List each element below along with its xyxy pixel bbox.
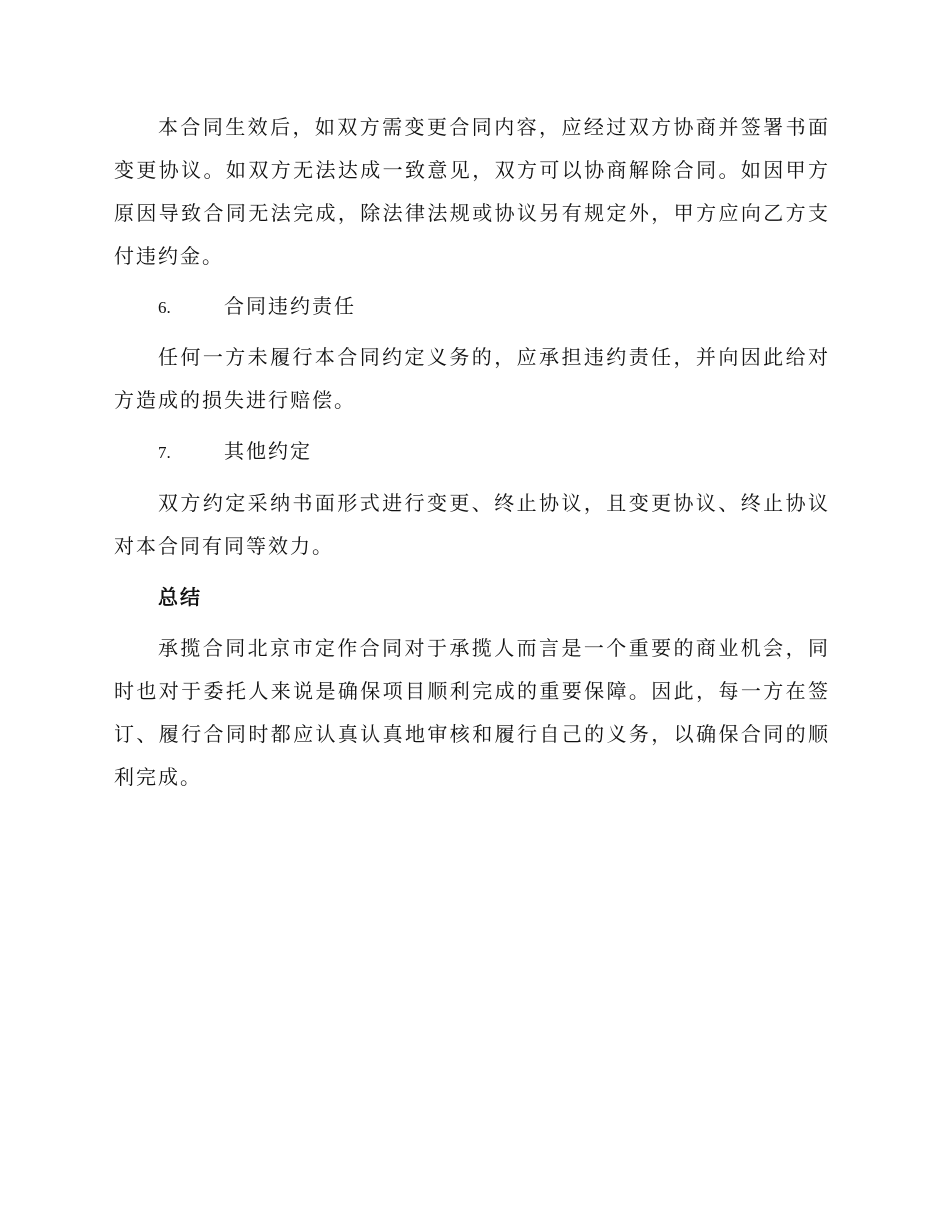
summary-body: 承揽合同北京市定作合同对于承揽人而言是一个重要的商业机会，同时也对于委托人来说是确保项目顺利完成的重要保障。因此，每一方在签订、履行合同时都应认真认真地审核和履行自己的义务，以确保合同的顺利完成。 [114,636,830,789]
summary-heading: 总结 [158,585,202,609]
section-6-title: 合同违约责任 [224,294,356,318]
section-6-body: 任何一方未履行本合同约定义务的，应承担违约责任，并向因此给对方造成的损失进行赔偿。 [114,345,830,412]
section-7-heading [158,436,312,468]
section-6-heading [158,291,356,323]
contract-change-paragraph: 本合同生效后，如双方需变更合同内容，应经过双方协商并签署书面变更协议。如双方无法达成一致意见，双方可以协商解除合同。如因甲方原因导致合同无法完成，除法律法规或协议另有规定外，甲方应向乙方支付违约金。 [114,115,830,268]
section-7-body: 双方约定采纳书面形式进行变更、终止协议，且变更协议、终止协议对本合同有同等效力。 [114,491,830,558]
section-7-title: 其他约定 [224,439,312,463]
section-6-number: 6. [158,298,171,317]
section-7-number: 7. [158,443,171,462]
